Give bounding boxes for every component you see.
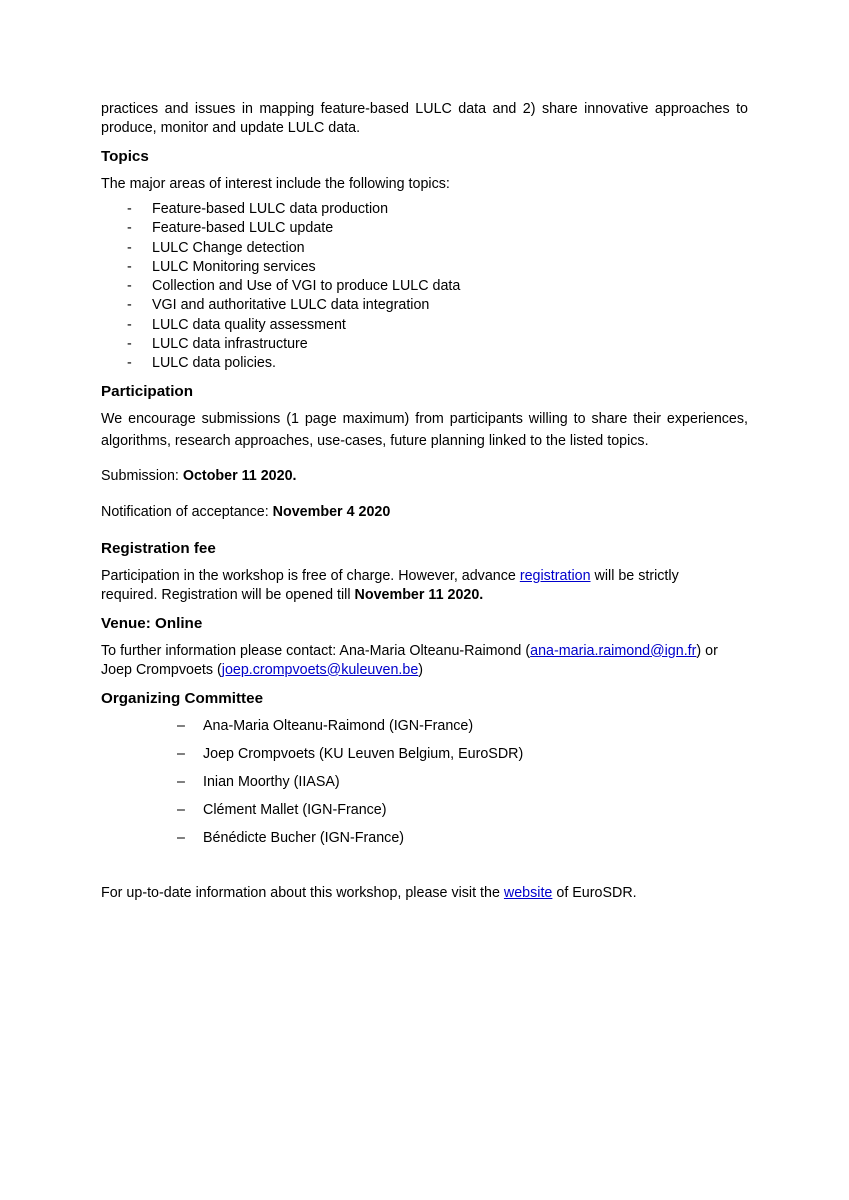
registration-line-1: Participation in the workshop is free of charge. However, advance registration will be strictly <box>101 567 679 584</box>
topics-intro: The major areas of interest include the following topics: <box>101 176 450 192</box>
venue-heading: Venue: Online <box>101 614 203 632</box>
bullet-dash: – <box>177 829 185 846</box>
list-item: – Ana-Maria Olteanu-Raimond (IGN-France) <box>177 717 474 734</box>
document-page <box>101 100 748 903</box>
list-item: - LULC Change detection <box>101 239 748 258</box>
registration-heading: Registration fee <box>101 539 216 557</box>
committee-list <box>101 717 748 848</box>
notification-deadline <box>101 503 748 522</box>
submission-deadline <box>101 467 748 486</box>
list-item: - LULC data infrastructure <box>101 335 748 354</box>
bullet-dash: – <box>177 717 185 734</box>
list-item: – Inian Moorthy (IIASA) <box>177 773 340 790</box>
registration-deadline: November 11 2020. <box>354 586 484 603</box>
intro-line-1: practices and issues in mapping feature-based LULC data and 2) share innovative approaches to <box>101 101 748 117</box>
list-item: - VGI and authoritative LULC data integration <box>101 296 748 315</box>
list-item: - Feature-based LULC update <box>101 219 748 238</box>
bullet-dash: – <box>177 773 185 790</box>
registration-link[interactable]: registration <box>519 567 591 584</box>
list-item: - LULC data policies. <box>101 354 748 373</box>
bullet-dash: - <box>127 239 132 256</box>
submission-label: Submission: <box>101 467 183 484</box>
bullet-dash: - <box>127 278 132 295</box>
committee-heading: Organizing Committee <box>101 689 264 707</box>
list-item: - LULC data quality assessment <box>101 316 748 335</box>
bullet-dash: - <box>127 316 132 333</box>
list-item: - Collection and Use of VGI to produce LULC data <box>101 277 748 296</box>
bullet-dash: – <box>177 745 185 762</box>
bullet-dash: - <box>127 220 132 237</box>
participation-line-2: algorithms, research approaches, use-cases, future planning linked to the listed topics. <box>101 432 649 449</box>
list-item: – Bénédicte Bucher (IGN-France) <box>177 829 405 846</box>
participation-heading: Participation <box>101 382 193 400</box>
intro-line-2: produce, monitor and update LULC data. <box>101 120 361 136</box>
submission-date: October 11 2020. <box>182 467 297 484</box>
contact-line-1: To further information please contact: Ana-Maria Olteanu-Raimond (ana-maria.raimond@ign.fr) or <box>101 642 718 659</box>
notification-label: Notification of acceptance: <box>101 503 273 520</box>
bullet-dash: - <box>127 258 132 275</box>
list-item: – Clément Mallet (IGN-France) <box>177 801 387 818</box>
website-link[interactable]: website <box>503 884 553 901</box>
bullet-dash: - <box>127 297 132 314</box>
notification-date: November 4 2020 <box>272 503 391 520</box>
footer-note: For up-to-date information about this workshop, please visit the website of EuroSDR. <box>101 884 637 901</box>
topics-heading: Topics <box>101 148 149 165</box>
bullet-dash: - <box>127 336 132 353</box>
bullet-dash: – <box>177 801 185 818</box>
contact-line-2: Joep Crompvoets (joep.crompvoets@kuleuven.be) <box>101 661 424 678</box>
list-item: - Feature-based LULC data production <box>101 200 748 219</box>
participation-line-1: We encourage submissions (1 page maximum) from participants willing to share their experiences, <box>101 410 748 427</box>
email-link-joep[interactable]: joep.crompvoets@kuleuven.be <box>221 661 419 678</box>
bullet-dash: - <box>127 355 132 372</box>
email-link-ana-maria[interactable]: ana-maria.raimond@ign.fr <box>530 642 697 659</box>
list-item: – Joep Crompvoets (KU Leuven Belgium, EuroSDR) <box>177 745 524 762</box>
bullet-dash: - <box>127 201 132 217</box>
list-item: - LULC Monitoring services <box>101 258 748 277</box>
registration-line-2: required. Registration will be opened till November 11 2020. <box>101 586 484 603</box>
topics-list <box>101 200 748 374</box>
